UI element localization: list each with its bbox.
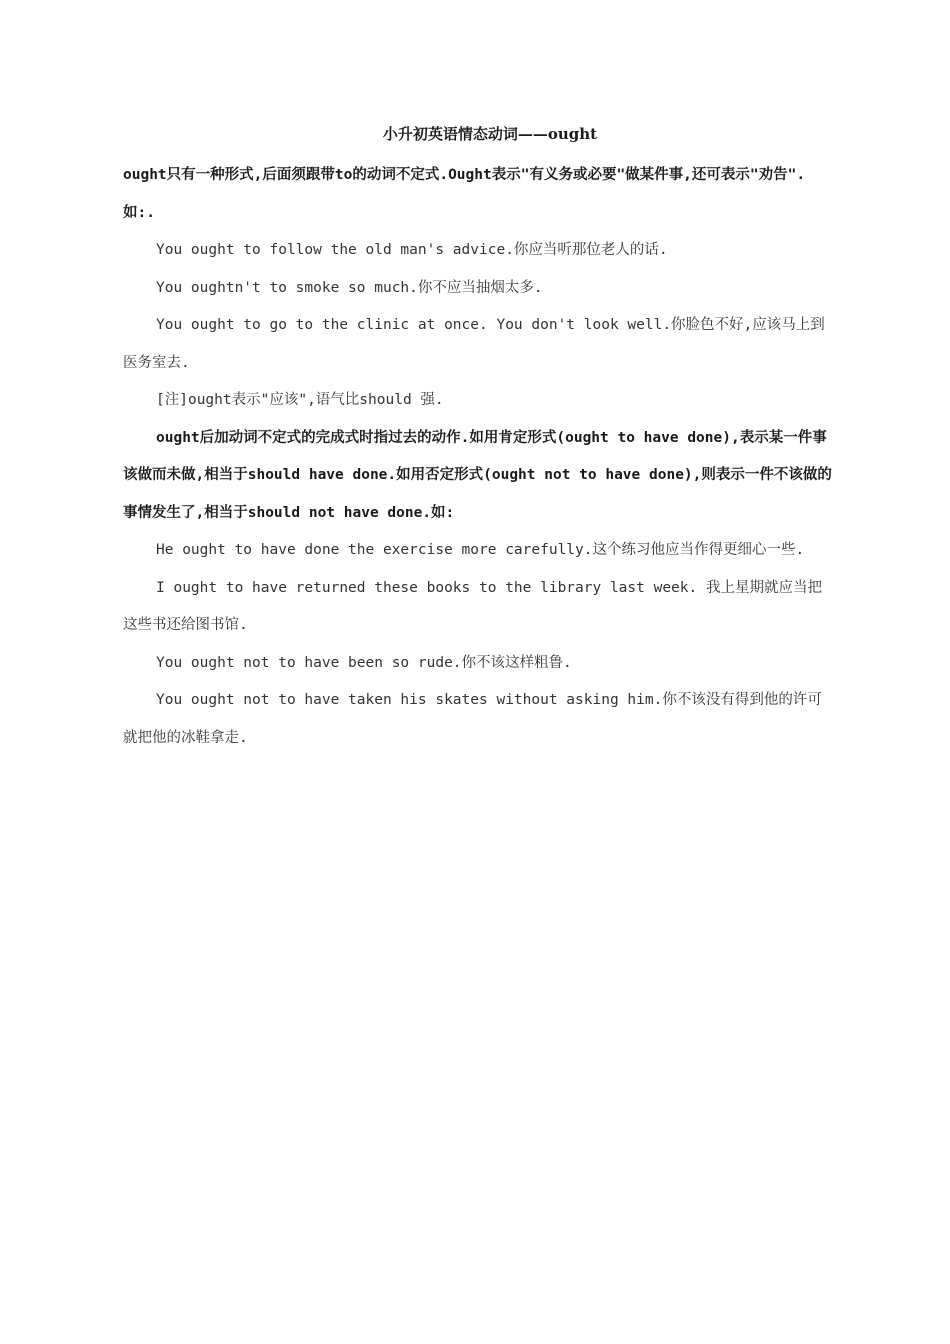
example-sentence-clinic: You ought to go to the clinic at once. You don't look well.你脸色不好,应该马上到医务室去. — [123, 317, 825, 371]
note-paragraph: [注]ought表示"应该",语气比should 强. — [156, 392, 444, 408]
example-sentence-exercise: He ought to have done the exercise more carefully.这个练习他应当作得更细心一些. — [156, 542, 805, 558]
example-sentence-library: I ought to have returned these books to the library last week. 我上星期就应当把这些书还给图书馆. — [123, 579, 822, 633]
example-sentence-smoke: You oughtn't to smoke so much.你不应当抽烟太多. — [156, 279, 543, 296]
document-body — [123, 123, 835, 757]
paragraph-ought-forms: ought只有一种形式,后面须跟带to的动词不定式.Ought表示"有义务或必要"做某件事,还可表示"劝告".如:. — [123, 167, 806, 221]
document-title: 小升初英语情态动词——ought — [382, 125, 598, 143]
example-sentence-skates: You ought not to have taken his skates without asking him.你不该没有得到他的许可就把他的冰鞋拿走. — [123, 692, 822, 746]
example-sentence-rude: You ought not to have been so rude.你不该这样粗鲁. — [156, 654, 572, 671]
example-sentence-advice: You ought to follow the old man's advice.你应当听那位老人的话. — [156, 242, 668, 258]
paragraph-perfect-infinitive: ought后加动词不定式的完成式时指过去的动作.如用肯定形式(ought to have done),表示某一件事该做而未做,相当于should have done.如用否定形式(ought not to have done),则表示一件不该做的事情发生了,相当于should not have done.如: — [123, 429, 832, 521]
